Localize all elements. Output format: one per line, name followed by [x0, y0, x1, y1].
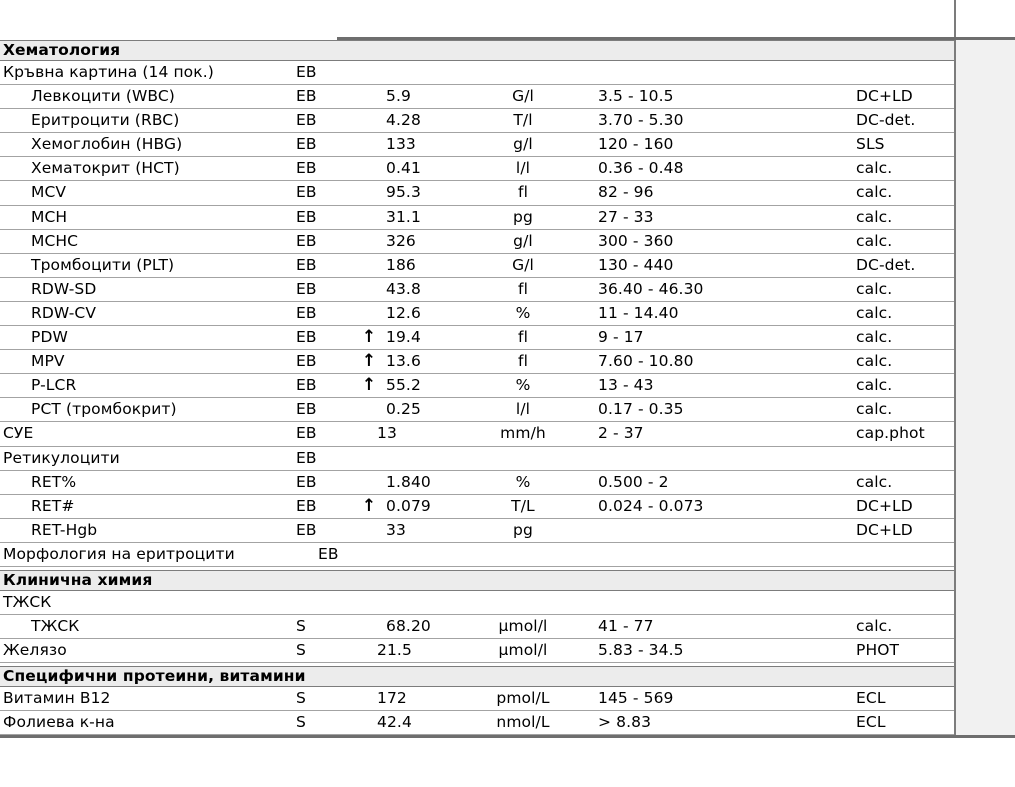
test-name-cell: MCHC [31, 231, 79, 250]
method-cell: DC+LD [856, 520, 913, 539]
test-name-cell: RDW-CV [31, 303, 97, 322]
unit-cell: G/l [512, 255, 534, 274]
test-name-cell: Тромбоцити (PLT) [31, 255, 175, 274]
test-name-cell: PDW [31, 328, 68, 347]
unit-cell: % [515, 472, 531, 491]
range-cell: 9 - 17 [598, 328, 644, 347]
top-border-line [337, 37, 1015, 40]
material-cell: ЕВ [296, 159, 317, 178]
value-cell: 0.41 [386, 159, 421, 178]
material-cell: ЕВ [296, 303, 317, 322]
result-row[interactable] [0, 109, 955, 133]
range-cell: 0.024 - 0.073 [598, 496, 704, 515]
value-cell: 95.3 [386, 183, 421, 202]
result-row[interactable] [0, 519, 955, 543]
result-row[interactable] [0, 350, 955, 374]
range-cell: 82 - 96 [598, 183, 654, 202]
value-cell: 0.25 [386, 400, 421, 419]
result-row[interactable] [0, 278, 955, 302]
section-title: Специфични протеини, витамини [3, 667, 306, 686]
result-row[interactable] [0, 615, 955, 639]
range-cell: 0.17 - 0.35 [598, 400, 684, 419]
value-cell: 326 [386, 231, 416, 250]
unit-cell: G/l [512, 87, 534, 106]
material-cell: ЕВ [296, 87, 317, 106]
unit-cell: T/l [513, 111, 533, 130]
method-cell: calc. [856, 159, 893, 178]
material-cell: ЕВ [296, 520, 317, 539]
value-cell: 4.28 [386, 111, 421, 130]
unit-cell: % [515, 376, 531, 395]
section-header [0, 570, 956, 591]
material-cell: S [296, 689, 306, 708]
material-cell: ЕВ [296, 279, 317, 298]
result-row[interactable] [0, 206, 955, 230]
test-name-cell: MCV [31, 183, 67, 202]
method-cell: calc. [856, 328, 893, 347]
test-name-cell: Левкоцити (WBC) [31, 87, 175, 106]
value-cell: 13.6 [386, 352, 421, 371]
unit-cell: g/l [513, 231, 533, 250]
range-cell: 0.36 - 0.48 [598, 159, 684, 178]
method-cell: calc. [856, 352, 893, 371]
test-name-cell: RET-Hgb [31, 520, 98, 539]
unit-cell: mm/h [500, 424, 546, 443]
material-cell: ЕВ [296, 207, 317, 226]
material-cell: ЕВ [296, 183, 317, 202]
range-cell: 7.60 - 10.80 [598, 352, 694, 371]
unit-cell: T/L [511, 496, 535, 515]
value-cell: 42.4 [377, 713, 412, 732]
test-name-cell: Ретикулоцити [3, 448, 120, 467]
method-cell: calc. [856, 207, 893, 226]
value-cell: 186 [386, 255, 416, 274]
section-header [0, 666, 956, 687]
method-cell: calc. [856, 303, 893, 322]
range-cell: 27 - 33 [598, 207, 654, 226]
unit-cell: µmol/l [498, 617, 548, 636]
material-cell: ЕВ [296, 231, 317, 250]
material-cell: ЕВ [296, 376, 317, 395]
result-row[interactable] [0, 471, 955, 495]
result-row[interactable] [0, 687, 955, 711]
method-cell: cap.phot [856, 424, 925, 443]
method-cell: DC+LD [856, 496, 913, 515]
result-row[interactable] [0, 447, 955, 471]
value-cell: 31.1 [386, 207, 421, 226]
section-header [0, 40, 956, 61]
range-cell: 13 - 43 [598, 376, 654, 395]
range-cell: 130 - 440 [598, 255, 674, 274]
range-cell: 120 - 160 [598, 135, 674, 154]
unit-cell: l/l [515, 159, 531, 178]
material-cell: ЕВ [296, 496, 317, 515]
range-cell: 11 - 14.40 [598, 303, 679, 322]
range-cell: 5.83 - 34.5 [598, 641, 684, 660]
method-cell: calc. [856, 617, 893, 636]
test-name-cell: RET% [31, 472, 77, 491]
unit-cell: g/l [513, 135, 533, 154]
test-name-cell: Еритроцити (RBC) [31, 111, 180, 130]
material-cell: ЕВ [296, 255, 317, 274]
value-cell: 0.079 [386, 496, 431, 515]
test-name-cell: Желязо [3, 641, 67, 660]
method-cell: DC-det. [856, 111, 916, 130]
method-cell: ECL [856, 689, 886, 708]
material-cell: ЕВ [296, 135, 317, 154]
result-row[interactable] [0, 639, 955, 663]
result-row[interactable] [0, 326, 955, 350]
value-cell: 43.8 [386, 279, 421, 298]
value-cell: 133 [386, 135, 416, 154]
value-cell: 21.5 [377, 641, 412, 660]
range-cell: 3.70 - 5.30 [598, 111, 684, 130]
value-cell: 13 [377, 424, 397, 443]
range-cell: 145 - 569 [598, 689, 674, 708]
test-name-cell: MCH [31, 207, 68, 226]
result-row[interactable] [0, 157, 955, 181]
method-cell: DC+LD [856, 87, 913, 106]
method-cell: ECL [856, 713, 886, 732]
test-name-cell: MPV [31, 352, 65, 371]
method-cell: calc. [856, 279, 893, 298]
value-cell: 5.9 [386, 87, 411, 106]
section-title: Хематология [3, 41, 121, 59]
results-table [0, 40, 1015, 735]
method-cell: calc. [856, 400, 893, 419]
material-cell: S [296, 641, 306, 660]
material-cell: ЕВ [296, 111, 317, 130]
result-row[interactable] [0, 133, 955, 157]
material-cell: ЕВ [296, 63, 317, 81]
material-cell: ЕВ [296, 448, 317, 467]
result-row[interactable] [0, 543, 955, 567]
unit-cell: fl [518, 279, 528, 298]
method-cell: DC-det. [856, 255, 916, 274]
material-cell: ЕВ [296, 352, 317, 371]
method-cell: SLS [856, 135, 885, 154]
high-flag-icon: ↑ [361, 327, 377, 348]
test-name-cell: Фолиева к-на [3, 713, 115, 732]
range-cell: 0.500 - 2 [598, 472, 669, 491]
unit-cell: fl [518, 328, 528, 347]
range-cell: 3.5 - 10.5 [598, 87, 674, 106]
unit-cell: µmol/l [498, 641, 548, 660]
material-cell: ЕВ [296, 424, 317, 443]
method-cell: calc. [856, 376, 893, 395]
unit-cell: nmol/L [496, 713, 550, 732]
high-flag-icon: ↑ [361, 495, 377, 516]
test-name-cell: Витамин В12 [3, 689, 111, 708]
test-name-cell: Хематокрит (HCT) [31, 159, 180, 178]
material-cell: S [296, 617, 306, 636]
value-cell: 1.840 [386, 472, 431, 491]
unit-cell: pg [513, 520, 533, 539]
test-name-cell: RDW-SD [31, 279, 97, 298]
test-name-cell: P-LCR [31, 376, 77, 395]
bottom-border-line [0, 735, 1015, 738]
value-cell: 12.6 [386, 303, 421, 322]
section-title: Клинична химия [3, 570, 153, 589]
range-cell: 2 - 37 [598, 424, 644, 443]
value-cell: 172 [377, 689, 407, 708]
table-right-border [954, 0, 956, 737]
unit-cell: % [515, 303, 531, 322]
material-cell: ЕВ [318, 544, 339, 563]
result-row[interactable] [0, 85, 955, 109]
result-row[interactable] [0, 422, 955, 446]
result-row[interactable] [0, 711, 955, 735]
unit-cell: pmol/L [496, 689, 550, 708]
value-cell: 33 [386, 520, 406, 539]
result-row[interactable] [0, 230, 955, 254]
value-cell: 55.2 [386, 376, 421, 395]
unit-cell: pg [513, 207, 533, 226]
test-name-cell: Кръвна картина (14 пок.) [3, 63, 214, 81]
range-cell: > 8.83 [598, 713, 652, 732]
test-name-cell: RET# [31, 496, 75, 515]
test-name-cell: PCT (тромбокрит) [31, 400, 177, 419]
method-cell: calc. [856, 472, 893, 491]
high-flag-icon: ↑ [361, 375, 377, 396]
range-cell: 41 - 77 [598, 617, 654, 636]
method-cell: calc. [856, 183, 893, 202]
value-cell: 19.4 [386, 328, 421, 347]
result-row[interactable] [0, 398, 955, 422]
test-name-cell: ТЖСК [3, 592, 52, 611]
test-name-cell: ТЖСК [31, 617, 80, 636]
material-cell: ЕВ [296, 328, 317, 347]
unit-cell: l/l [515, 400, 531, 419]
method-cell: PHOT [856, 641, 900, 660]
material-cell: S [296, 713, 306, 732]
unit-cell: fl [518, 183, 528, 202]
material-cell: ЕВ [296, 472, 317, 491]
result-row[interactable] [0, 254, 955, 278]
result-row[interactable] [0, 591, 955, 615]
test-name-cell: Хемоглобин (HBG) [31, 135, 183, 154]
value-cell: 68.20 [386, 617, 431, 636]
high-flag-icon: ↑ [361, 351, 377, 372]
result-row[interactable] [0, 181, 955, 205]
test-name-cell: СУЕ [3, 424, 34, 443]
range-cell: 300 - 360 [598, 231, 674, 250]
method-cell: calc. [856, 231, 893, 250]
result-row[interactable] [0, 302, 955, 326]
range-cell: 36.40 - 46.30 [598, 279, 704, 298]
result-row[interactable] [0, 374, 955, 398]
result-row[interactable] [0, 495, 955, 519]
test-name-cell: Морфология на еритроцити [3, 544, 235, 563]
material-cell: ЕВ [296, 400, 317, 419]
result-row[interactable] [0, 61, 955, 85]
unit-cell: fl [518, 352, 528, 371]
